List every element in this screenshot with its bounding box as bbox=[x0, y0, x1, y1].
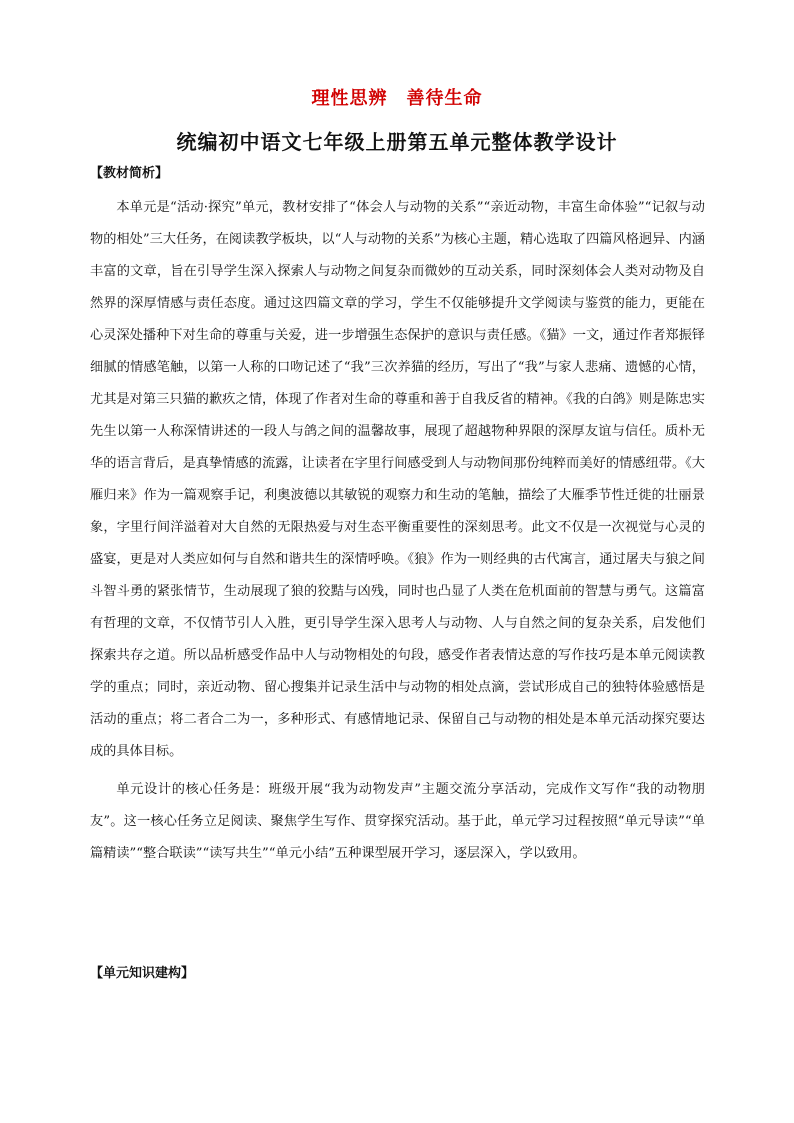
document-title: 统编初中语文七年级上册第五单元整体教学设计 bbox=[176, 130, 618, 154]
document-subtitle: 理性思辨 善待生命 bbox=[311, 88, 483, 109]
section-heading-knowledge-construction: 【单元知识建构】 bbox=[90, 966, 195, 981]
section-heading-textbook-analysis: 【教材简析】 bbox=[90, 166, 169, 181]
paragraph-textbook-analysis: 本单元是“活动·探究”单元，教材安排了“体会人与动物的关系”“亲近动物，丰富生命体验”“记叙与动物的相处”三大任务，在阅读教学板块，以“人与动物的关系”为核心主题，精心选取了四篇风格迥异、内涵丰富的文章，旨在引导学生深入探索人与动物之间复杂而微妙的互动关系，同时深刻体会人类对动物及自然界的深厚情感与责任态度。通过这四篇文章的学习，学生不仅能够提升文学阅读与鉴赏的能力，更能在心灵深处播种下对生命的尊重与关爱，进一步增强生态保护的意识与责任感。《猫》一文，通过作者郑振铎细腻的情感笔触，以第一人称的口吻记述了“我”三次养猫的经历，写出了“我”与家人悲痛、遗憾的心情，尤其是对第三只猫的歉疚之情，体现了作者对生命的尊重和善于自我反省的精神。《我的白鸽》则是陈忠实先生以第一人称深情讲述的一段人与鸽之间的温馨故事，展现了超越物种界限的深厚友谊与信任。质朴无华的语言背后，是真挚情感的流露，让读者在字里行间感受到人与动物间那份纯粹而美好的情感纽带。《大雁归来》作为一篇观察手记，利奥波德以其敏锐的观察力和生动的笔触，描绘了大雁季节性迁徙的壮丽景象，字里行间洋溢着对大自然的无限热爱与对生态平衡重要性的深刻思考。此文不仅是一次视觉与心灵的盛宴，更是对人类应如何与自然和谐共生的深情呼唤。《狼》作为一则经典的古代寓言，通过屠夫与狼之间斗智斗勇的紧张情节，生动展现了狼的狡黠与凶残，同时也凸显了人类在危机面前的智慧与勇气。这篇富有哲理的文章，不仅情节引人入胜，更引导学生深入思考人与动物、人与自然之间的复杂关系，启发他们探索共存之道。所以品析感受作品中人与动物相处的句段，感受作者表情达意的写作技巧是本单元阅读教学的重点；同时，亲近动物、留心搜集并记录生活中与动物的相处点滴，尝试形成自己的独特体验感悟是活动的重点；将二者合二为一，多种形式、有感情地记录、保留自己与动物的相处是本单元活动探究要达成的具体目标。 bbox=[90, 200, 705, 759]
body-text bbox=[90, 192, 705, 870]
paragraph-core-task: 单元设计的核心任务是：班级开展“我为动物发声”主题交流分享活动，完成作文写作“我的动物朋友”。这一核心任务立足阅读、聚焦学生写作、贯穿探究活动。基于此，单元学习过程按照“单元导读”“单篇精读”“整合联读”“读写共生”“单元小结”五种课型展开学习，逐层深入，学以致用。 bbox=[90, 782, 705, 861]
